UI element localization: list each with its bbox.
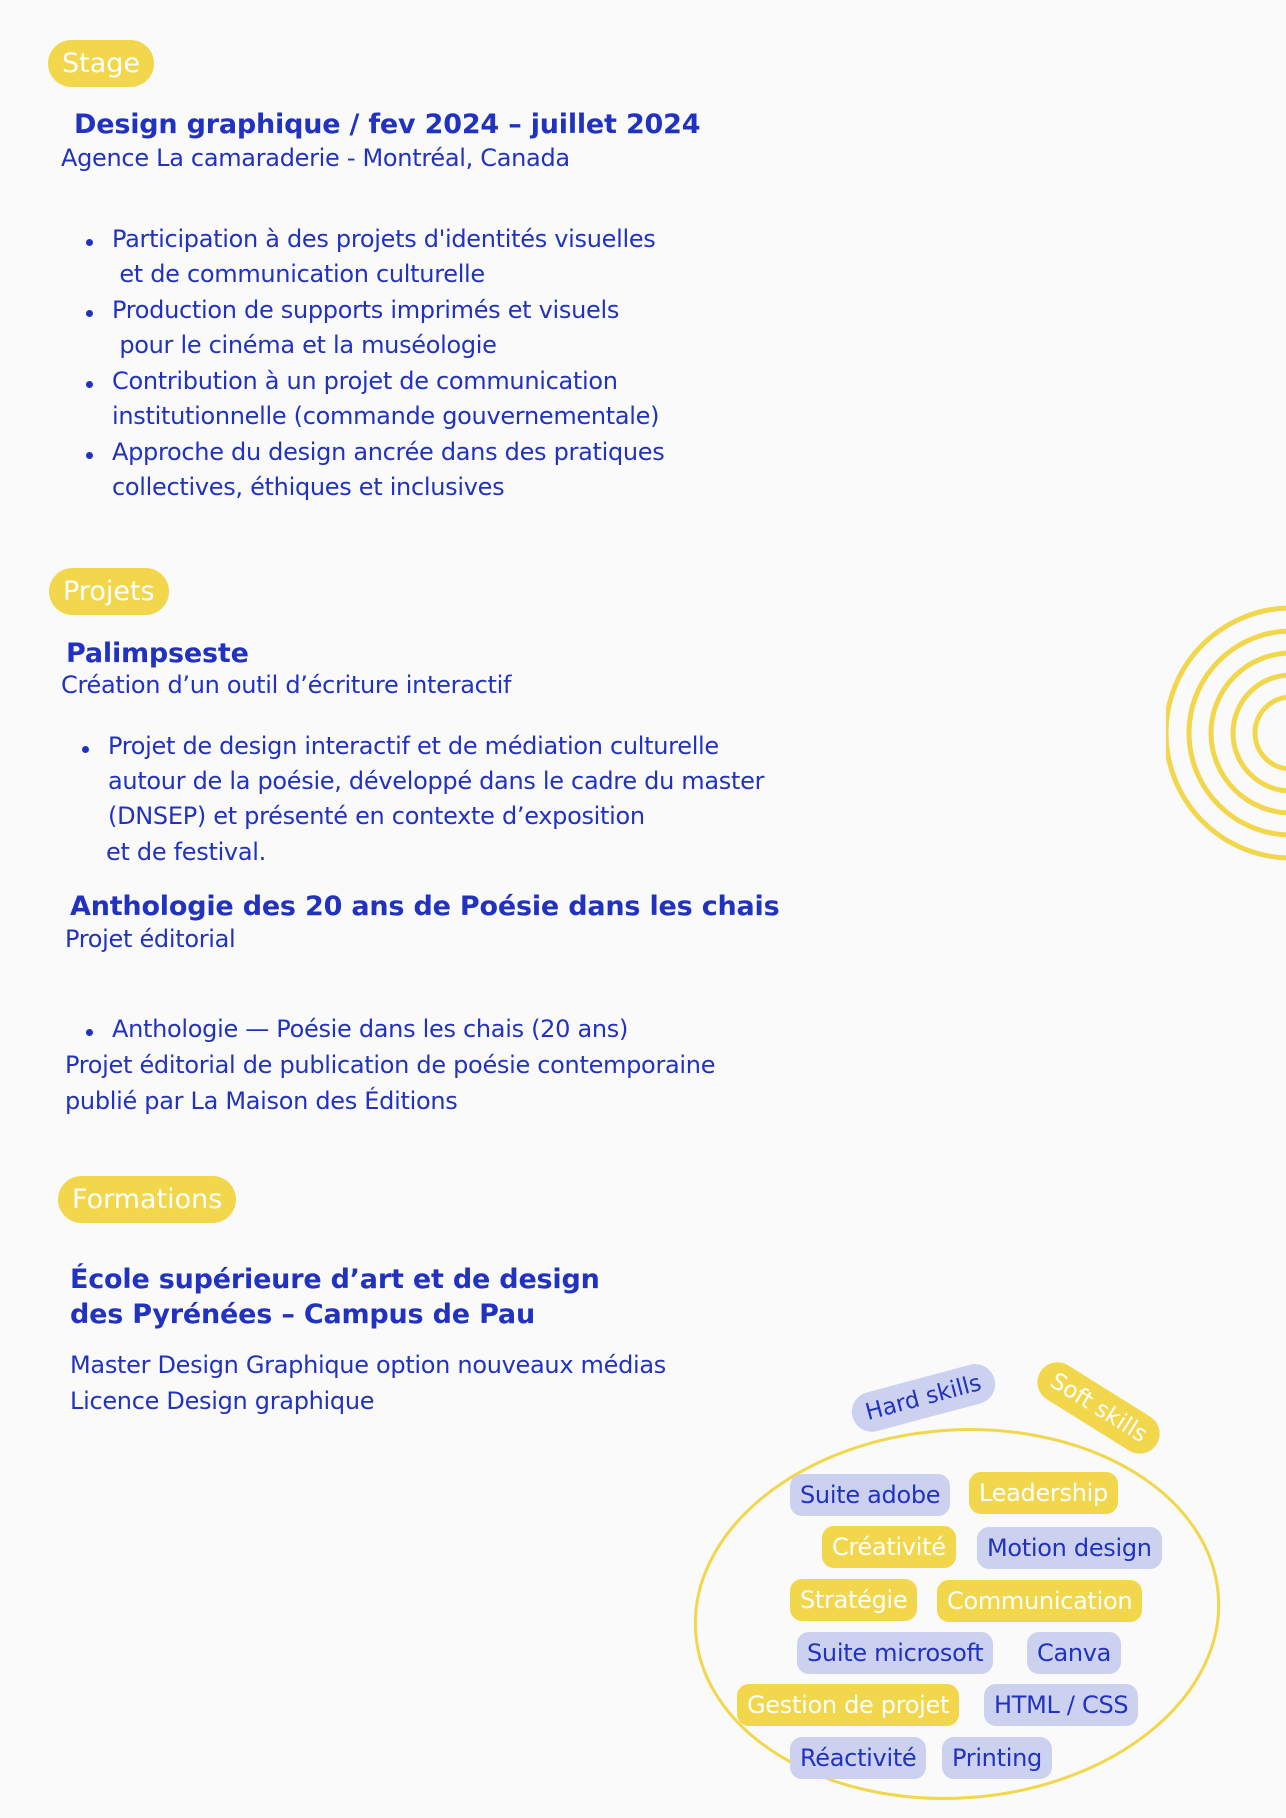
concentric-arcs-decoration (1166, 598, 1286, 868)
list-item: (DNSEP) et présenté en contexte d’exposition (108, 802, 645, 830)
list-item: Contribution à un projet de communication (112, 367, 618, 395)
school-name-line2: des Pyrénées – Campus de Pau (70, 1299, 535, 1330)
skill-chip: Stratégie (790, 1579, 917, 1621)
arc-ring (1166, 608, 1286, 858)
list-item: collectives, éthiques et inclusives (112, 473, 505, 501)
skill-chip: HTML / CSS (984, 1684, 1138, 1726)
skill-chip: Canva (1027, 1632, 1121, 1674)
bullet-dot (86, 1029, 93, 1036)
bullet-dot (86, 310, 93, 317)
section-tag-formations: Formations (58, 1176, 236, 1223)
list-item: institutionnelle (commande gouvernementale) (112, 402, 660, 430)
list-item: Participation à des projets d'identités visuelles (112, 225, 656, 253)
skill-chip: Printing (942, 1737, 1052, 1779)
list-item: Projet éditorial de publication de poésie contemporaine (65, 1051, 716, 1079)
bullet-dot (82, 746, 89, 753)
skill-chip: Communication (937, 1580, 1142, 1622)
project-palimpseste-subtitle: Création d’un outil d’écriture interactif (61, 671, 512, 699)
stage-subtitle: Agence La camaraderie - Montréal, Canada (61, 144, 570, 172)
degree-licence: Licence Design graphique (70, 1387, 375, 1415)
skill-chip: Motion design (977, 1527, 1162, 1569)
skill-chip: Gestion de projet (737, 1684, 959, 1726)
skill-chip: Suite adobe (790, 1474, 950, 1516)
skill-chip: Leadership (969, 1472, 1118, 1514)
skill-chip: Suite microsoft (797, 1632, 993, 1674)
degree-master: Master Design Graphique option nouveaux médias (70, 1351, 667, 1379)
skill-chip: Créativité (822, 1526, 956, 1568)
list-item: publié par La Maison des Éditions (65, 1087, 458, 1115)
bullet-dot (86, 381, 93, 388)
list-item: Production de supports imprimés et visuels (112, 296, 620, 324)
list-item: Approche du design ancrée dans des pratiques (112, 438, 665, 466)
soft-skills-label: Soft skills (1030, 1355, 1168, 1462)
hard-skills-label: Hard skills (847, 1360, 999, 1437)
list-item: autour de la poésie, développé dans le cadre du master (108, 767, 765, 795)
stage-title: Design graphique / fev 2024 – juillet 2024 (74, 109, 701, 140)
bullet-dot (86, 239, 93, 246)
bullet-dot (86, 452, 93, 459)
list-item: et de festival. (106, 838, 266, 866)
project-palimpseste-title: Palimpseste (66, 638, 249, 669)
section-tag-projets: Projets (49, 568, 169, 615)
school-name-line1: École supérieure d’art et de design (70, 1264, 600, 1295)
project-anthologie-title: Anthologie des 20 ans de Poésie dans les chais (70, 891, 780, 922)
arc-ring (1189, 631, 1286, 835)
list-item: et de communication culturelle (112, 260, 485, 288)
list-item: Projet de design interactif et de médiation culturelle (108, 732, 719, 760)
skill-chip: Réactivité (790, 1737, 926, 1779)
arc-ring (1233, 675, 1286, 791)
project-anthologie-subtitle: Projet éditorial (65, 925, 236, 953)
list-item: pour le cinéma et la muséologie (112, 331, 497, 359)
arc-ring (1255, 697, 1286, 769)
section-tag-stage: Stage (48, 40, 154, 87)
list-item: Anthologie — Poésie dans les chais (20 ans) (112, 1015, 629, 1043)
